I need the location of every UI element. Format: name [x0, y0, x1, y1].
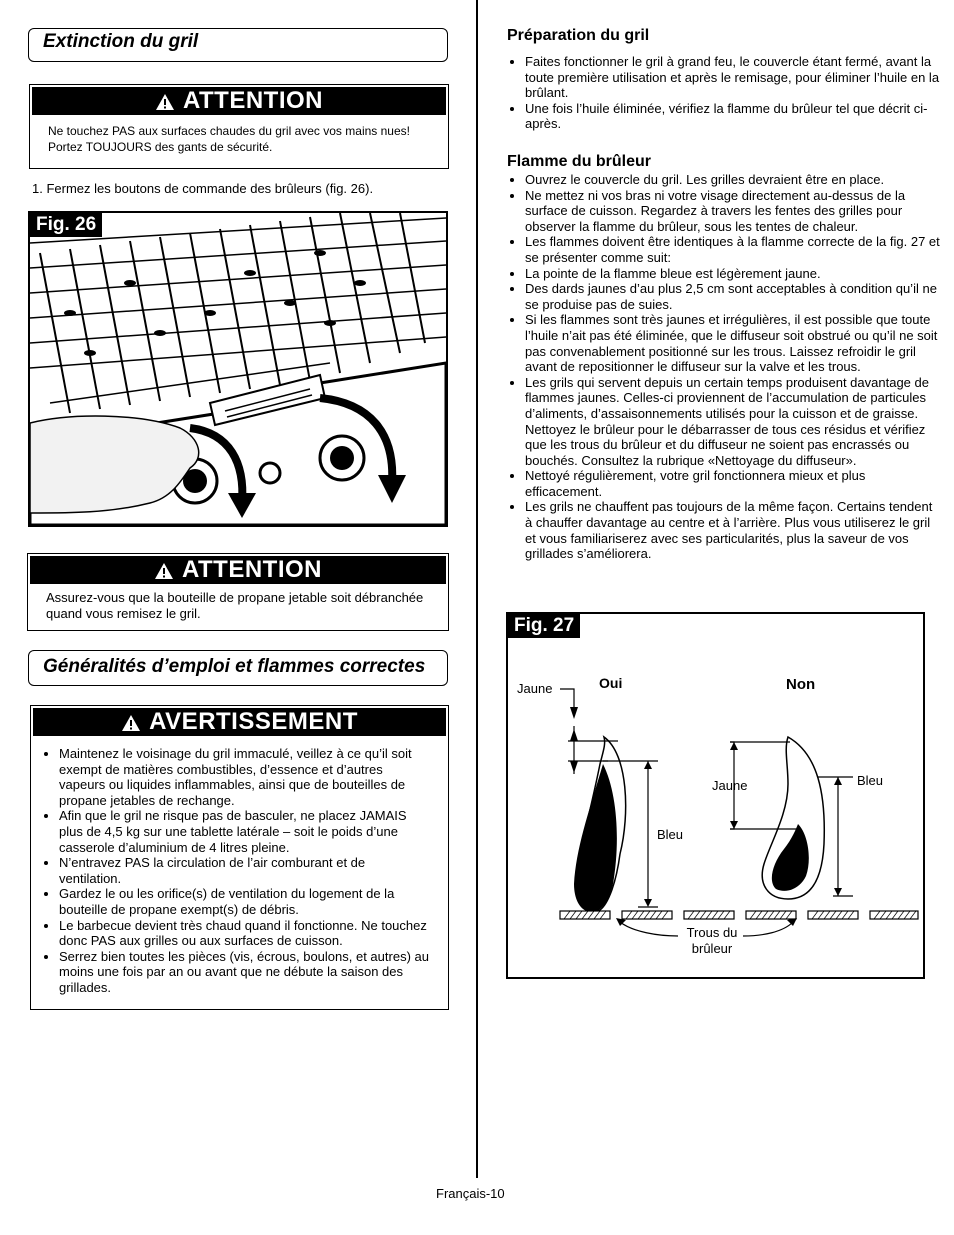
avertissement-box: [30, 705, 449, 1010]
attention-text: Ne touchez PAS aux surfaces chaudes du gril avec vos mains nues! Portez TOUJOURS des gants de sécurité.: [48, 124, 410, 154]
fig27-jaune-left: Jaune: [517, 681, 553, 696]
fig27-bleu-left: Bleu: [657, 827, 684, 842]
flame-item: • La pointe de la flamme bleue est légèrement jaune.: [525, 266, 943, 282]
general-section-title: [28, 650, 448, 686]
avertissement-header-text: AVERTISSEMENT: [149, 708, 358, 735]
flame-item: • Des dards jaunes d’au plus 2,5 cm sont acceptables à condition qu’il ne se produise pas de suies.: [525, 281, 943, 312]
grill-illustration: [30, 213, 446, 525]
avertissement-list: [31, 738, 448, 996]
fig27-label: Fig. 27: [508, 614, 580, 638]
fig27-trous-line2: brûleur: [691, 941, 733, 956]
extinction-section-title: [28, 28, 448, 62]
attention-header: [30, 556, 446, 584]
fig26-figure: [28, 211, 448, 527]
flame-item: • Ne mettez ni vos bras ni votre visage directement au-dessus de la surface de cuisson. Regardez à travers les fentes des grilles pour observer la flamme du brûleur, sous les tentes de chaleur.: [525, 188, 943, 235]
attention-header-text: ATTENTION: [182, 87, 324, 114]
flame-item: • Les grils ne chauffent pas toujours de la même façon. Certains tendent à chauffer davantage au centre et à l’arrière. Plus vous utiliserez le gril et vous familiariserez avec ses particularités, plus la saveur de vos grillades s’améliorera.: [525, 499, 943, 561]
fig27-trous-line1: Trous du: [686, 925, 738, 940]
attention-text: Assurez-vous que la bouteille de propane jetable soit débranchée quand vous remisez le gril.: [46, 590, 424, 621]
prep-list: [507, 54, 941, 132]
general-title-text: Généralités d’emploi et flammes correctes: [43, 656, 426, 677]
prep-title: Préparation du gril: [507, 27, 650, 44]
flame-title: Flamme du brûleur: [507, 153, 652, 170]
flame-item: • Nettoyé régulièrement, votre gril fonctionnera mieux et plus efficacement.: [525, 468, 943, 499]
step-close-burners: 1. Fermez les boutons de commande des brûleurs (fig. 26).: [32, 181, 374, 196]
warning-triangle-icon: [155, 93, 175, 111]
avertissement-item: • Gardez le ou les orifice(s) de ventilation du logement de la bouteille de propane exempt(s) de débris.: [59, 886, 430, 917]
avertissement-item: • Maintenez le voisinage du gril immaculé, veillez à ce qu’il soit exempt de matières combustibles, d’essence et d’autres vapeurs ou liquides inflammables, ainsi que de bouteilles de propane jetables de rechange.: [59, 746, 430, 808]
warning-triangle-icon: [121, 714, 141, 732]
fig27-bleu-right: Bleu: [857, 773, 884, 788]
extinction-title-text: Extinction du gril: [43, 31, 199, 52]
flame-list: [507, 172, 943, 562]
flame-item: • Les grils qui servent depuis un certain temps produisent davantage de flammes jaunes. Celles-ci proviennent de l’accumulation de particules d’aliments, d’assaisonnements utilisés pour la cuisson et de graisse. Nettoyez le brûleur pour le débarrasser de tous ces résidus et vérifiez que les trous du brûleur et du diffuseur ne soient pas encrassés ou bouchés. Consultez la rubrique «Nettoyage du diffuseur».: [525, 375, 943, 469]
attention-box-gloves: [29, 84, 449, 169]
flame-item: • Les flammes doivent être identiques à la flamme correcte de la fig. 27 et se présenter comme suit:: [525, 234, 943, 265]
attention-header-text: ATTENTION: [181, 556, 323, 583]
avertissement-header: [33, 708, 446, 736]
page-number: Français-10: [436, 1186, 505, 1201]
avertissement-item: • Afin que le gril ne risque pas de basculer, ne placez JAMAIS plus de 4,5 kg sur une tablette latérale – soit le poids d’une casserole d’aluminium de 4 litres pleine.: [59, 808, 430, 855]
fig27-oui: Oui: [599, 675, 623, 691]
avertissement-item: • Le barbecue devient très chaud quand il fonctionne. Ne touchez donc PAS aux grilles ou aux surfaces de cuisson.: [59, 918, 430, 949]
flame-item: • Ouvrez le couvercle du gril. Les grilles devraient être en place.: [525, 172, 943, 188]
fig27-trous-label: [680, 925, 744, 957]
flame-diagram: [508, 614, 923, 977]
attention-header: [32, 87, 446, 115]
avertissement-item: • N’entravez PAS la circulation de l’air comburant et de ventilation.: [59, 855, 430, 886]
fig27-jaune-right: Jaune: [712, 778, 748, 793]
fig26-label: Fig. 26: [30, 213, 102, 237]
fig27-figure: [506, 612, 925, 979]
attention-box-propane: [27, 553, 449, 631]
fig27-non: Non: [786, 676, 816, 693]
prep-item: • Une fois l’huile éliminée, vérifiez la flamme du brûleur tel que décrit ci-après.: [525, 101, 941, 132]
warning-triangle-icon: [154, 562, 174, 580]
flame-item: • Si les flammes sont très jaunes et irrégulières, il est possible que toute l’huile n’ait pas été éliminée, que le diffuseur soit obstrué ou qu’il ne soit pas convenablement positionné sur les trous. Laissez refroidir le gril avant de repositionner le diffuseur sur la valve et les trous.: [525, 312, 943, 374]
column-divider: [476, 0, 478, 1178]
avertissement-item: • Serrez bien toutes les pièces (vis, écrous, boulons, et autres) au moins une fois par an ou avant que ne débute la saison des grillades.: [59, 949, 430, 996]
prep-item: • Faites fonctionner le gril à grand feu, le couvercle étant fermé, avant la toute première utilisation et après le remisage, pour éliminer l’huile en la brûlant.: [525, 54, 941, 101]
